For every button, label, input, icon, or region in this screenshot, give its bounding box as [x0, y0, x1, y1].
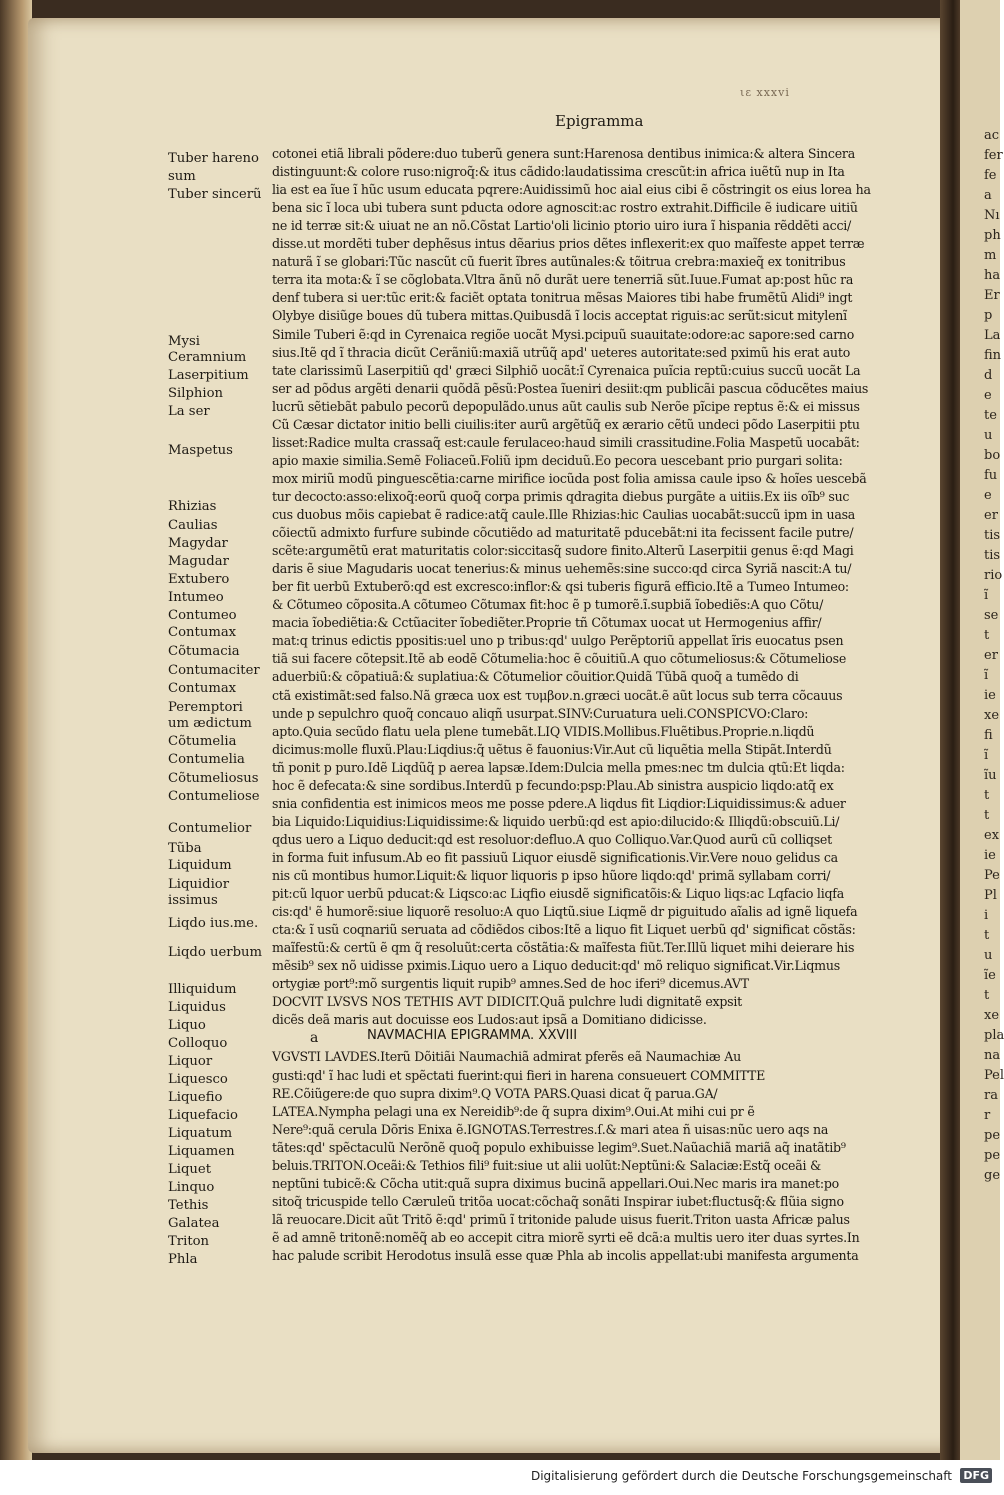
next-page-fragment: a	[984, 188, 992, 203]
margin-note: Cõtumelia	[168, 734, 237, 749]
text-line: ne id terræ sit:& uiuat ne an nõ.Cõstat Lartio'oli licinio ptorio uiro iura ĩ hispania rẽddẽti acci/	[272, 218, 852, 234]
margin-note: Liquesco	[168, 1072, 228, 1087]
section-text-line: LATEA.Nympha pelagi una ex Nereidib⁹:de q̃ supra dixim⁹.Oui.At mihi cui pr ẽ	[272, 1103, 755, 1119]
margin-note: Triton	[168, 1234, 210, 1249]
text-line: unde p sepulchro quoq̃ concauo aliqñ usurpat.SINV:Curuatura ueli.CONSPICVO:Claro:	[272, 705, 809, 721]
text-line: ctã existimãt:sed falso.Nã græca uox est τυμβον.n.græci uocãt.ẽ aũt locus sub terra cõcauus	[272, 687, 843, 703]
next-page-fragment: t	[984, 788, 990, 803]
next-page-fragment: ĩ	[984, 748, 989, 763]
text-line: ber fit uerbũ Extuberõ:qd est excresco:inflor:& qsi tuberis figurã efficio.Itẽ a Tumeo Intumeo:	[272, 579, 849, 595]
next-page-fragment: te	[984, 408, 997, 423]
next-page-fragment: ex	[984, 828, 1000, 843]
next-page-fragment: se	[984, 608, 999, 623]
section-text-line: beluis.TRITON.Oceãi:& Tethios fili⁹ fuit:siue ut alii uolũt:Neptũni:& Salaciæ:Estq̃ oceãi &	[272, 1157, 822, 1173]
next-page-fragment: Nı	[984, 208, 1000, 223]
margin-note: Liquet	[168, 1162, 212, 1177]
next-page-fragment: fi	[984, 728, 993, 743]
text-line: macia ĩobediẽtia:& Cctũaciter ĩobediẽter.Proprie tñ Cõtumax uocat ut Hermogenius affir/	[272, 615, 822, 631]
section-title: NAVMACHIA EPIGRAMMA. XXVIII	[367, 1028, 578, 1044]
running-head: Epigramma	[555, 112, 644, 130]
margin-note: Rhizias	[168, 499, 217, 514]
section-text-line: ẽ ad amnẽ tritonẽ:nomẽq̃ ab eo accepit citra miorẽ syrti eẽ dcã:a multis uero iter duas syrtes.In	[272, 1229, 860, 1245]
margin-note: Liquamen	[168, 1144, 235, 1159]
text-line: & Cõtumeo cõposita.A cõtumeo Cõtumax fit:hoc ẽ p tumorẽ.ĩ.supbiã ĩobediẽs:A quo Cõtu/	[272, 597, 824, 613]
next-page-fragment: u	[984, 948, 993, 963]
margin-note: Peremptori	[168, 700, 243, 715]
margin-note: Liquefio	[168, 1090, 223, 1105]
section-text-line: RE.Cõiũgere:de quo supra dixim⁹.Q VOTA PARS.Quasi dicat q̃ parua.GA/	[272, 1085, 718, 1101]
next-page-fragment: fer	[984, 148, 1003, 163]
section-text-line: sitoq̃ tricuspide tello Cæruleũ tritõa uocat:cõchaq̃ sonãti Inspirar iubet:fluctusq̃:& flũia signo	[272, 1193, 844, 1209]
margin-note: La ser	[168, 404, 210, 419]
next-page-fragment: ĩu	[984, 768, 997, 783]
text-line: bena sic ĩ loca ubi tubera sunt pducta odore agnoscit:ac rostro extrahit.Difficile ẽ iudicare uitiũ	[272, 200, 858, 216]
next-page-fragment: fin	[984, 348, 1002, 363]
text-line: Simile Tuberi ẽ:qd in Cyrenaica regiõe uocãt Mysi.pcipuũ suauitate:odore:ac sapore:sed carno	[272, 326, 855, 342]
margin-note: Liquo	[168, 1018, 206, 1033]
next-page-fragment: ge	[984, 1168, 1001, 1183]
text-line: qdus uero a Liquo deducit:qd est resoluor:defluo.A quo Colliquo.Var.Quod aurũ cũ colliqset	[272, 831, 832, 847]
text-line: cotonei etiã librali põdere:duo tuberũ genera sunt:Harenosa dentibus inimica:& altera Sincera	[272, 146, 855, 161]
text-line: bia Liquido:Liquidius:Liquidissime:& liquido uerbũ:qd est apio:dilucido:& Illiqdũ:obscuiũ.Li/	[272, 813, 840, 829]
next-page-fragment: fe	[984, 168, 997, 183]
margin-note: um ædictum	[168, 716, 252, 731]
next-page-fragment: t	[984, 628, 990, 643]
margin-note: Contumax	[168, 625, 237, 640]
margin-note: Tethis	[168, 1198, 209, 1213]
next-page-fragment: ac	[984, 128, 1000, 143]
text-line: distinguunt:& colore ruso:nigroq̃:& itus cãdido:laudatissima crescũt:in africa iuẽtũ nup in Ita	[272, 164, 845, 180]
text-line: DOCVIT LVSVS NOS TETHIS AVT DIDICIT.Quã pulchre ludi dignitatẽ expsit	[272, 994, 742, 1010]
text-line: Cũ Cæsar dictator initio belli ciuilis:iter aurũ argẽtũq̃ ex ærario cẽtũ undeci põdo Laserpitii ptu	[272, 416, 860, 432]
margin-note: Liquidum	[168, 858, 232, 873]
margin-note: Ceramnium	[168, 350, 247, 365]
next-page-fragment: pe	[984, 1148, 1001, 1163]
next-page-fragment: tis	[984, 548, 1001, 563]
text-line: aduerbiũ:& cõpatiuã:& suplatiua:& Cõtumelior cõuitior.Quidã Tũbã quoq̃ a tumẽdo di	[272, 669, 799, 685]
margin-note: Contumeliose	[168, 789, 260, 804]
text-line: mox miriũ modũ pinguescẽtia:carne mirifice iocũda post folia amissa caule ipso & hoĩes uescebã	[272, 470, 867, 486]
margin-note: issimus	[168, 893, 218, 908]
margin-note: Liquefacio	[168, 1108, 239, 1123]
footer-bar	[0, 1460, 1000, 1495]
text-line: tate clarissimũ Laserpitiũ qd' græci Silphiõ uocãt:ĩ Cyrenaica puĩcia reptũ:cuius succũ uocãt La	[272, 362, 861, 378]
margin-note: Intumeo	[168, 590, 224, 605]
text-line: dicẽs deã maris aut docuisse eos Ludos:aut ipsã a Domitiano didicisse.	[272, 1012, 707, 1028]
margin-note: Liquor	[168, 1054, 213, 1069]
text-line: lisset:Radice multa crassaq̃ est:caule ferulaceo:haud simili crassitudine.Folia Maspetũ uocabãt:	[272, 434, 860, 450]
margin-note: Laserpitium	[168, 368, 249, 383]
text-line: mat:q trinus edictis ppositis:uel uno p tribus:qd' uulgo Perẽptoriũ appellat ĩris euocatus psen	[272, 633, 844, 649]
next-page-fragment: xe	[984, 708, 1000, 723]
text-line: lia est ea ĩue ĩ hũc usum educata pqrere:Auidissimũ hoc aial eius cibi ẽ cõstringit os eius lorea ha	[272, 182, 871, 198]
next-page-fragment: t	[984, 928, 990, 943]
next-page-fragment: t	[984, 988, 990, 1003]
next-page-fragment: ph	[984, 228, 1001, 243]
footer-credit: Digitalisierung gefördert durch die Deutsche Forschungsgemeinschaft	[530, 1469, 952, 1483]
next-page-fragment: Pe	[984, 868, 1000, 883]
next-page-fragment: ie	[984, 688, 996, 703]
next-page-fragment: p	[984, 308, 993, 323]
section-text-line: Nere⁹:quã cerula Dõris Enixa ẽ.IGNOTAS.Terrestres.ſ.& mari atea ñ uisas:nũc uero aqs na	[272, 1121, 829, 1137]
section-text-line: hac palude scribit Herodotus insulã esse quæ Phla ab incolis appellat:ubi manifesta argumenta	[272, 1248, 859, 1263]
text-line: tur decocto:asso:elixoq̃:eorũ quoq̃ corpa primis qdragita diebus purgãte a uitiis.Ex iis oĩb⁹ suc	[272, 488, 850, 504]
next-page-fragment: fu	[984, 468, 998, 483]
text-line: snia confidentia est inimicos meos me posse pdere.A liqdus fit Liqdior:Liquidissimus:& aduer	[272, 795, 846, 811]
next-page-fragment: er	[984, 648, 998, 663]
next-page-fragment: La	[984, 328, 1001, 343]
next-page-fragment: Er	[984, 288, 1000, 303]
next-page-fragment: ĩ	[984, 588, 989, 603]
text-line: mẽsib⁹ sex nõ uidisse pximis.Liquo uero a Liquo deducit:qd' mõ reliquo significat.Vir.Liqmus	[272, 958, 840, 974]
text-line: daris ẽ siue Magudaris uocat tenerius:& minus uehemẽs:sine succo:qd circa Syriã nascit:A tu/	[272, 561, 852, 577]
next-page-fragment: e	[984, 388, 992, 403]
section-text-line: VGVSTI LAVDES.Iterũ Dõitiãi Naumachiã admirat pferẽs eã Naumachiæ Au	[272, 1049, 741, 1065]
text-line: hoc ẽ defecata:& sine sordibus.Interdũ p fecundo:psp:Plau.Ab sinistra auspicio liqdo:atq̃ ex	[272, 777, 834, 793]
next-page-fragment: tis	[984, 528, 1001, 543]
text-line: dicimus:molle fluxũ.Plau:Liqdius:q̃ uẽtus ẽ fauonius:Vir.Aut cũ liquẽtia mella Stipãt.Interdũ	[272, 741, 832, 757]
margin-note: Caulias	[168, 518, 218, 533]
text-line: Olybye disiũge boues dũ tubera mittas.Quibusdã ĩ locis acceptat riguis:ac serũt:sicut mitylenĩ	[272, 308, 847, 324]
next-page-fragment: xe	[984, 1008, 1000, 1023]
text-line: scẽte:argumẽtũ erat maturitatis color:siccitasq̃ sudore finito.Alterũ Laserpitii genus ẽ:qd Magi	[272, 543, 854, 559]
margin-note: Silphion	[168, 386, 224, 401]
next-page-fragment: ĩe	[984, 968, 996, 983]
next-page-fragment: Pl	[984, 888, 997, 903]
text-line: tiã sui facere cõtepsit.Itẽ ab eodẽ Cõtumelia:hoc ẽ cõuitiũ.A quo cõtumeliosus:& Cõtumeliose	[272, 651, 847, 667]
text-line: cus duobus mõis capiebat ẽ radice:atq̃ caule.Ille Rhizias:hic Caulias uocabãt:succũ ipm in uasa	[272, 507, 856, 522]
margin-note: Linquo	[168, 1180, 215, 1195]
section-text-line: neptũni tubicẽ:& Cõcha utit:quã supra diximus bucinã appellari.Oui.Nec maris ira manet:po	[272, 1175, 839, 1191]
text-line: naturã ĩ se globari:Tũc nascũt cũ fuerit ĩbres autũnales:& tõitrua crebra:maxieq̃ ex tonitribus	[272, 254, 846, 270]
margin-note: Cõtumacia	[168, 644, 240, 659]
margin-note: Cõtumeliosus	[168, 771, 259, 786]
margin-note: Tũba	[168, 841, 202, 856]
text-line: disse.ut mordẽti tuber dephẽsus intus dẽarius prios dẽtes inflexerit:ex quo maĩfeste appet terræ	[272, 236, 865, 252]
next-page-fragment: pla	[984, 1028, 1004, 1043]
text-line: cõiectũ admixto furfure subinde cõcutiẽdo ad maturitatẽ pducebãt:ni ita fecissent facile putre/	[272, 525, 854, 541]
margin-note: Galatea	[168, 1216, 220, 1231]
margin-note: Liquatum	[168, 1126, 233, 1141]
margin-note: Extubero	[168, 572, 230, 587]
margin-note: Mysi	[168, 334, 200, 349]
next-page-fragment: ĩ	[984, 668, 989, 683]
next-page-fragment: Pel	[984, 1068, 1004, 1083]
margin-note: Magudar	[168, 554, 229, 569]
section-text-line: lã reuocare.Dicit aũt Tritõ ẽ:qd' primũ ĩ tritonide palude uisus fuerit.Triton uasta Africæ palus	[272, 1211, 850, 1227]
margin-note: Maspetus	[168, 443, 233, 458]
next-page-fragment: i	[984, 908, 989, 923]
next-page-fragment: t	[984, 808, 990, 823]
text-line: sius.Itẽ qd ĩ thracia dicũt Cerãniũ:maxiã utrũq̃ apd' ueteres autoritate:sed pximũ his erat auto	[272, 344, 851, 360]
margin-note: Contumaciter	[168, 663, 260, 678]
text-line: ortygiæ port⁹:mõ surgentis liquit rupib⁹ amnes.Sed de hoc iferi⁹ dicemus.AVT	[272, 976, 749, 992]
text-line: ser ad põdus argẽti denarii quõdã pẽsũ:Postea ĩueniri desiit:qm publicãi pascua cõducẽtes maius	[272, 380, 869, 396]
text-line: apio maxie similia.Semẽ Foliaceũ.Foliũ ipm deciduũ.Eo pecora uescebant prio purgari solita:	[272, 452, 843, 468]
text-line: apto.Quia secũdo flatu uela plene tumebãt.LIQ VIDIS.Mollibus.Fluẽtibus.Proprie.n.liqdũ	[272, 723, 815, 739]
faint-signature-mark: ιε xxxvi	[740, 86, 790, 99]
text-line: cis:qd' ẽ humorẽ:siue liquorẽ resoluo:A quo Liqtũ.siue Liqmẽ dr piguitudo aĩalis ad ignẽ liquefa	[272, 904, 858, 920]
margin-note: Magydar	[168, 536, 228, 551]
text-line: nis cũ montibus humor.Liquit:& liquor liquoris p ipso hũore liqdo:qd' primã syllabam corri/	[272, 868, 831, 883]
text-line: tñ ponit p puro.Idẽ Liqdũq̃ p aerea lapsæ.Idem:Dulcia mella pmes:nec tm dulcia qtũ:Et liqda:	[272, 759, 845, 775]
text-line: in forma fuit infusum.Ab eo fit passiuũ Liquor eiusdẽ significationis.Vir.Vere nouo gelidus ca	[272, 849, 838, 865]
margin-note: Tuber hareno	[168, 151, 259, 166]
text-line: cta:& ĩ usũ coqnariũ seruata ad cõdiẽdos cibos:Itẽ a liquo fit Liquet uerbũ qd' significat cõstãs:	[272, 922, 856, 938]
margin-note: Contumax	[168, 681, 237, 696]
text-line: maĩfestũ:& certũ ẽ qm q̃ resoluũt:certa cõstãtia:& maĩfesta fiũt.Ter.Illũ liquet mihi deierare his	[272, 940, 855, 956]
next-page-fragment: pe	[984, 1128, 1001, 1143]
next-page-fragment: r	[984, 1108, 991, 1123]
margin-note: Colloquo	[168, 1036, 228, 1051]
margin-note: Tuber sincerũ	[168, 187, 262, 202]
next-page-fragment: ie	[984, 848, 996, 863]
next-page-fragment: d	[984, 368, 993, 383]
section-text-line: gusti:qd' ĩ hac ludi et spẽctati fuerint:qui fieri in harena consueuert COMMITTE	[272, 1067, 766, 1083]
next-page-fragment: rio	[984, 568, 1003, 583]
next-page-fragment: ra	[984, 1088, 998, 1103]
margin-note: Liquidior	[168, 877, 230, 892]
margin-note: Contumelia	[168, 752, 245, 767]
section-text-line: tãtes:qd' spẽctaculũ Nerõnẽ quoq̃ populo exhibuisse legim⁹.Suet.Naũachiã mariã aq̃ inatãtib⁹	[272, 1139, 846, 1155]
next-page-fragment: na	[984, 1048, 1001, 1063]
text-line: lucrũ sẽtiebãt pabulo pecorũ depopulãdo.unus aũt caulis sub Nerõe pĩcipe reptus ẽ:& ei missus	[272, 398, 860, 414]
section-marker: a	[310, 1030, 319, 1046]
next-page-fragment: er	[984, 508, 998, 523]
dfg-logo: DFG	[960, 1468, 992, 1483]
next-page-fragment: ha	[984, 268, 1001, 283]
text-line: terra ita mota:& ĩ se cõglobata.Vltra ãnũ nõ durãt uere tenerriã sũt.Iuue.Fumat ap:post hũc ra	[272, 272, 854, 288]
margin-note: Liqdo uerbum	[168, 945, 263, 960]
margin-note: Phla	[168, 1252, 198, 1267]
margin-note: Contumeo	[168, 608, 237, 623]
next-page-fragment: bo	[984, 448, 1001, 463]
text-line: pit:cũ lquor uerbũ pducat:& Liqsco:ac Liqfio eiusdẽ significatõis:& Liquo liqs:ac Lqfacio liqfa	[272, 886, 844, 902]
margin-note: Liqdo ius.me.	[168, 916, 259, 931]
next-page-sliver	[960, 0, 1004, 1460]
margin-note: Contumelior	[168, 821, 252, 836]
next-page-fragment: e	[984, 488, 992, 503]
text-line: denf tubera si uer:tũc erit:& faciẽt optata tonitrua mẽsas Maiores tibi habe frumẽtũ Alidi⁹ ingt	[272, 290, 853, 306]
next-page-fragment: m	[984, 248, 997, 263]
margin-note: sum	[168, 169, 196, 184]
margin-note: Liquidus	[168, 1000, 226, 1015]
next-page-fragment: u	[984, 428, 993, 443]
margin-note: Illiquidum	[168, 982, 237, 997]
